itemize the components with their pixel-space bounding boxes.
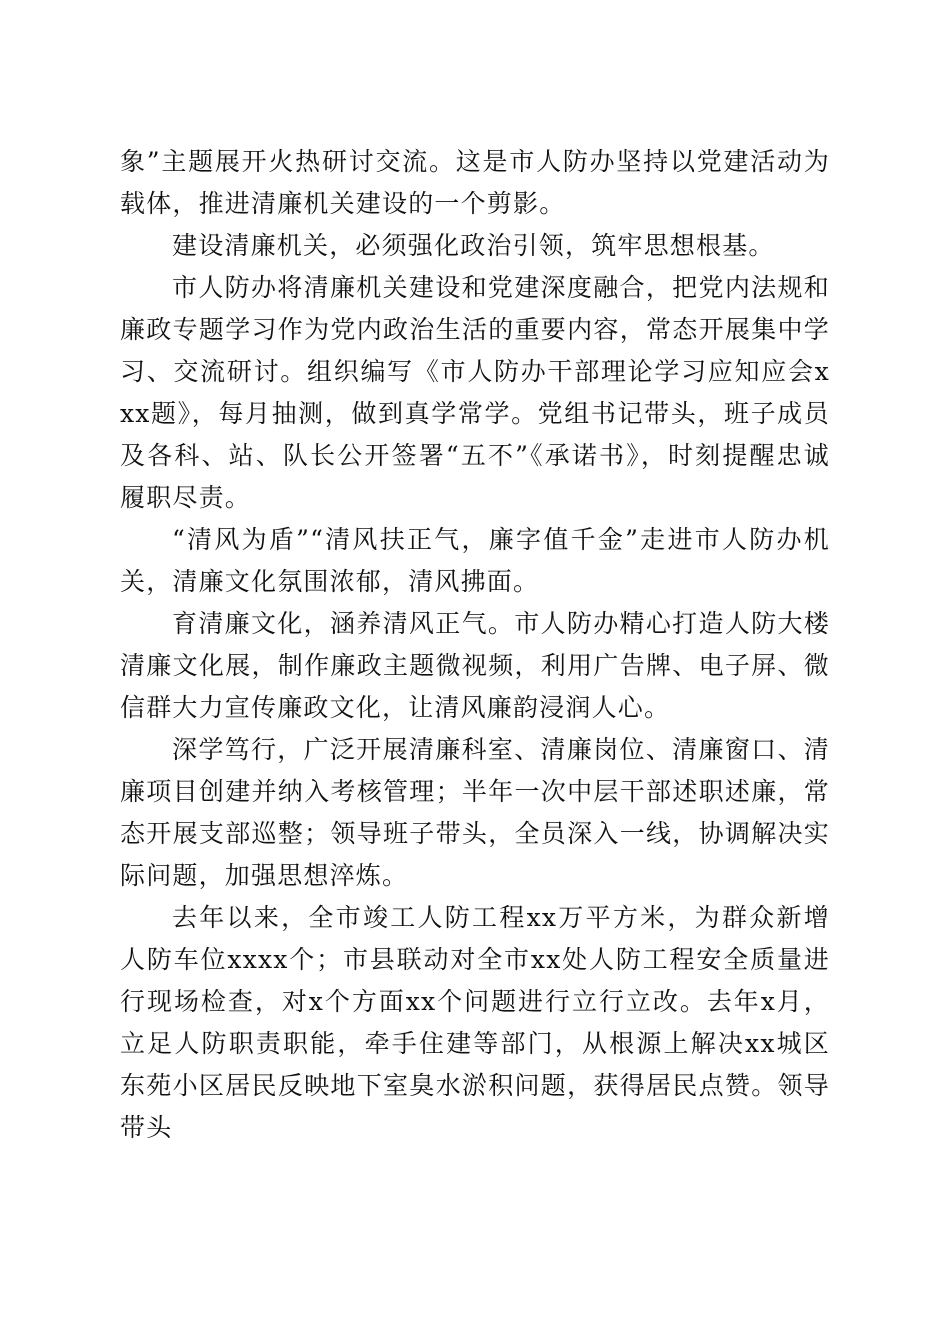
paragraph-1: 象”主题展开火热研讨交流。这是市人防办坚持以党建活动为载体，推进清廉机关建设的一个剪影。 (120, 147, 830, 218)
document-body (120, 141, 830, 1149)
paragraph-3: 市人防办将清廉机关建设和党建深度融合，把党内法规和廉政专题学习作为党内政治生活的重要内容，常态开展集中学习、交流研讨。组织编写《市人防办干部理论学习应知应会xxx题》，每月抽测，做到真学常学。党组书记带头，班子成员及各科、站、队长公开签署“五不”《承诺书》，时刻提醒忠诚履职尽责。 (120, 273, 830, 512)
paragraph-2: 建设清廉机关，必须强化政治引领，筑牢思想根基。 (172, 231, 775, 260)
paragraph-5: 育清廉文化，涵养清风正气。市人防办精心打造人防大楼清廉文化展，制作廉政主题微视频，利用广告牌、电子屏、微信群大力宣传廉政文化，让清风廉韵浸润人心。 (120, 609, 830, 722)
paragraph-4: “清风为盾”“清风扶正气，廉字值千金”走进市人防办机关，清廉文化氛围浓郁，清风拂面。 (120, 525, 830, 596)
paragraph-6: 深学笃行，广泛开展清廉科室、清廉岗位、清廉窗口、清廉项目创建并纳入考核管理；半年一次中层干部述职述廉，常态开展支部巡整；领导班子带头，全员深入一线，协调解决实际问题，加强思想淬炼。 (120, 735, 830, 890)
paragraph-7: 去年以来，全市竣工人防工程xx万平方米，为群众新增人防车位xxxx个；市县联动对全市xx处人防工程安全质量进行现场检查，对x个方面xx个问题进行立行立改。去年x月，立足人防职责职能，牵手住建等部门，从根源上解决xx城区东苑小区居民反映地下室臭水淤积问题，获得居民点赞。领导带头 (120, 903, 830, 1142)
